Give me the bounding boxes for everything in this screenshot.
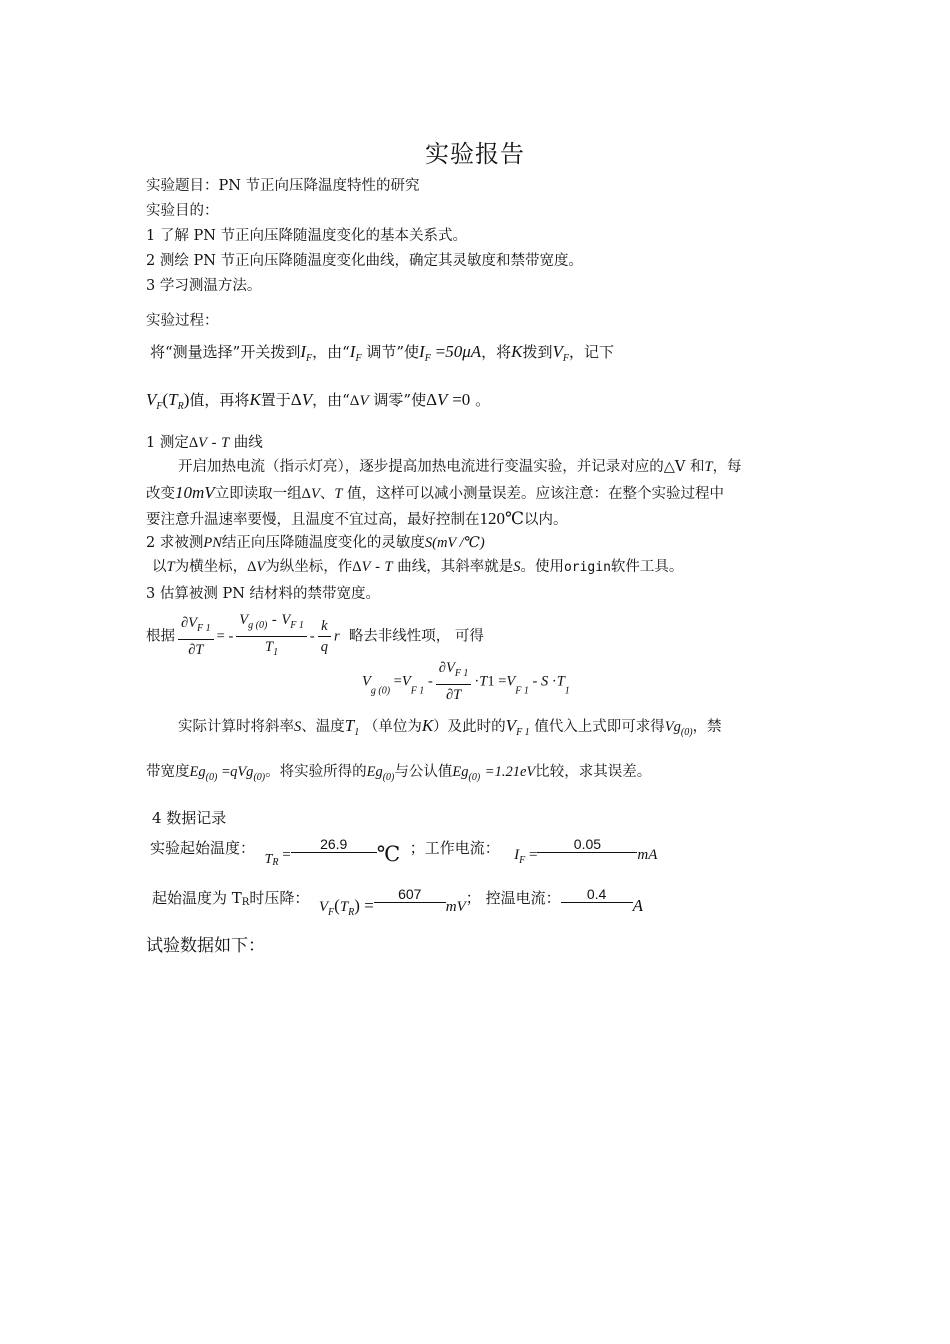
process-line-1: 将“测量选择”开关拨到$I_F$，由“$I_F$ 调节”使$I_F =50\mu A$，将K拨到$V_F$，记下 xyxy=(150,342,614,364)
vf-field: 607 xyxy=(374,886,446,903)
step3-line-1: 实际计算时将斜率S、温度$T_1$ （单位为K）及此时的$V_{F 1}$ 值代入上式即可求得$Vg_{(0)}$，禁 xyxy=(178,716,722,738)
step1-line-1: 开启加热电流（指示灯亮），逐步提高加热电流进行变温实验，并记录对应的△V 和T，每 xyxy=(178,459,742,475)
step1-line-3: 要注意升温速率要慢，且温度不宜过高，最好控制在120℃以内。 xyxy=(146,509,568,528)
fraction-dv-dt-2: $\frac{\partial V_{F 1}}{\partial T}$ xyxy=(436,658,472,705)
step1-line-2: 改变10mV立即读取一组ΔV、T 值，这样可以减小测量误差。应该注意：在整个实验过程中 xyxy=(146,483,725,502)
current-value: 50μA xyxy=(445,342,482,361)
step2-line-1: 以T为横坐标，ΔV为纵坐标，作ΔV - T 曲线，其斜率就是S。使用origin软件工具。 xyxy=(152,559,684,575)
step1-heading: 1 测定ΔV - T 曲线 xyxy=(146,435,263,451)
work-current-field: 0.05 xyxy=(537,836,637,853)
step3-heading: 3 估算被测 PN 结材料的禁带宽度。 xyxy=(146,586,380,602)
formula-vg0: $V_{g (0)} =V_{F 1}$ - $\frac{\partial V_{F 1}}{\partial T}$ $\cdot T1 =V_{F 1} - S \cdot T_1$ xyxy=(362,660,570,703)
step3-line-2: 带宽度$Eg_{(0)} =qVg_{(0)}$。将实验所得的$Eg_{(0)}$与公认值$Eg_{(0)} =1.21eV$比较，求其误差。 xyxy=(146,764,652,783)
data-heading: 试验数据如下： xyxy=(146,936,265,956)
process-line-2: $V_F(T_R)$值，再将K置于ΔV，由“ΔV 调零”使ΔV =0 。 xyxy=(146,390,491,412)
purpose-heading: 实验目的： xyxy=(146,203,219,219)
experiment-topic: 实验题目：PN 节正向压降温度特性的研究 xyxy=(146,178,420,194)
record-row-1: 实验起始温度： $T_R =26.9$ ℃ ；工作电流： $I_F =0.05mA$ xyxy=(150,836,658,868)
fraction-vg-term: $\frac{V_{g (0)} - V_{F 1}}{T_1}$ xyxy=(236,610,307,663)
fraction-dv-dt: $\frac{\partial V_{F 1}}{\partial T}$ xyxy=(178,613,214,660)
step2-heading: 2 求被测PN结正向压降随温度变化的灵敏度S(mV /℃) xyxy=(146,535,485,551)
purpose-item-3: 3 学习测温方法。 xyxy=(146,278,262,294)
record-row-2: 起始温度为 TR时压降： $V_F(T_R) =607mV$； 控温电流： 0.4A xyxy=(152,886,643,918)
ctrl-current-field: 0.4 xyxy=(561,886,633,903)
formula-basis: 根据 $\frac{\partial V_{F 1}}{\partial T}$ = - $\frac{V_{g (0)} - V_{F 1}}{T_1}$ - $\frac{k}{q}$ r 略去非线性项， 可得 xyxy=(146,610,484,663)
accepted-value: =1.21eV xyxy=(484,764,536,780)
start-temp-field: 26.9 xyxy=(291,836,377,853)
process-heading: 实验过程： xyxy=(146,313,219,329)
purpose-item-1: 1 了解 PN 节正向压降随温度变化的基本关系式。 xyxy=(146,228,467,244)
purpose-item-2: 2 测绘 PN 节正向压降随温度变化曲线，确定其灵敏度和禁带宽度。 xyxy=(146,253,583,269)
fraction-k-q: $\frac{k}{q}$ xyxy=(318,616,331,657)
records-heading: 4 数据记录 xyxy=(152,809,227,827)
page-title: 实验报告 xyxy=(425,140,525,168)
